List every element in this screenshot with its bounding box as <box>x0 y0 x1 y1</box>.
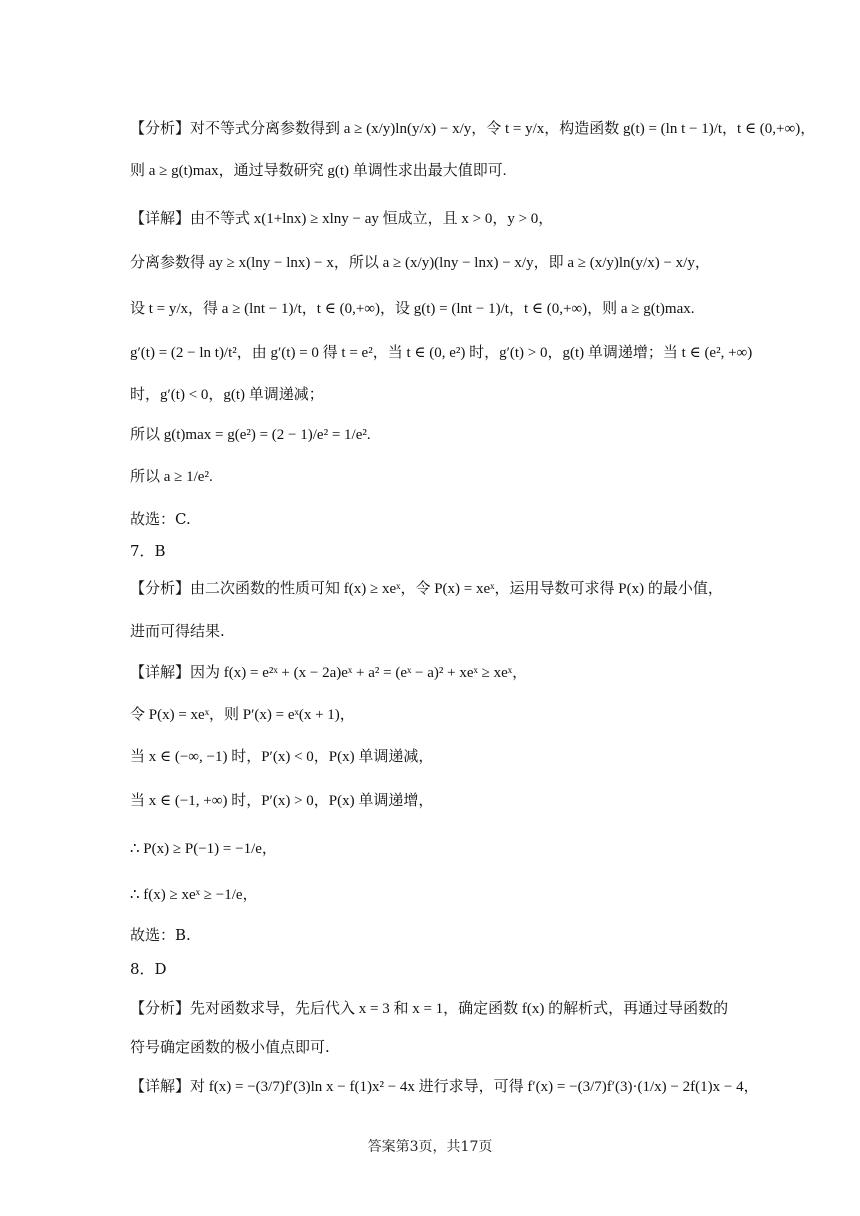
text-line: 故选：C. <box>130 510 191 528</box>
text-line: 【详解】由不等式 x(1+lnx) ≥ xlny − ay 恒成立，且 x > 0，y > 0， <box>130 211 554 227</box>
text-line: 当 x ∈ (−∞, −1) 时，P′(x) < 0，P(x) 单调递减， <box>130 749 434 765</box>
text-line: 分离参数得 ay ≥ x(lny − lnx) − x，所以 a ≥ (x/y)(lny − lnx) − x/y，即 a ≥ (x/y)ln(y/x) − x/y， <box>130 255 710 271</box>
text-line: ∴ P(x) ≥ P(−1) = −1/e， <box>130 841 277 857</box>
text-line: 【分析】由二次函数的性质可知 f(x) ≥ xeˣ，令 P(x) = xeˣ，运用导数可求得 P(x) 的最小值， <box>130 581 723 597</box>
text-line: 当 x ∈ (−1, +∞) 时，P′(x) > 0，P(x) 单调递增， <box>130 793 434 809</box>
text-line: 【详解】因为 f(x) = e²ˣ + (x − 2a)eˣ + a² = (eˣ − a)² + xeˣ ≥ xeˣ， <box>130 665 528 681</box>
text-line: 所以 a ≥ 1/e². <box>130 469 213 485</box>
text-line: 设 t = y/x，得 a ≥ (lnt − 1)/t，t ∈ (0,+∞)，设 g(t) = (lnt − 1)/t，t ∈ (0,+∞)，则 a ≥ g(t)max. <box>130 301 695 317</box>
text-line: 所以 g(t)max = g(e²) = (2 − 1)/e² = 1/e². <box>130 427 371 443</box>
page-footer: 答案第3页，共17页 <box>367 1139 493 1155</box>
question-number: 7．B <box>130 542 166 560</box>
text-line: 令 P(x) = xeˣ，则 P′(x) = eˣ(x + 1)， <box>130 707 355 723</box>
text-line: 【分析】先对函数求导，先后代入 x = 3 和 x = 1，确定函数 f(x) 的解析式，再通过导函数的 <box>130 1001 729 1017</box>
text-line: 则 a ≥ g(t)max，通过导数研究 g(t) 单调性求出最大值即可. <box>130 163 507 179</box>
text-line: 【分析】对不等式分离参数得到 a ≥ (x/y)ln(y/x) − x/y，令 t = y/x，构造函数 g(t) = (ln t − 1)/t，t ∈ (0,+∞)， <box>130 121 816 137</box>
text-line: 故选：B. <box>130 926 191 944</box>
question-number: 8．D <box>130 960 167 978</box>
text-line: ∴ f(x) ≥ xeˣ ≥ −1/e， <box>130 887 258 903</box>
text-line: g′(t) = (2 − ln t)/t²，由 g′(t) = 0 得 t = e²，当 t ∈ (0, e²) 时，g′(t) > 0，g(t) 单调递增；当 t ∈ (e², +∞) <box>130 345 753 361</box>
text-line: 【详解】对 f(x) = −(3/7)f′(3)ln x − f(1)x² − 4x 进行求导，可得 f′(x) = −(3/7)f′(3)·(1/x) − 2f(1)x − 4， <box>130 1079 759 1095</box>
text-line: 进而可得结果. <box>130 622 225 640</box>
text-line: 符号确定函数的极小值点即可. <box>130 1038 330 1056</box>
text-line: 时，g′(t) < 0，g(t) 单调递减； <box>130 387 324 403</box>
